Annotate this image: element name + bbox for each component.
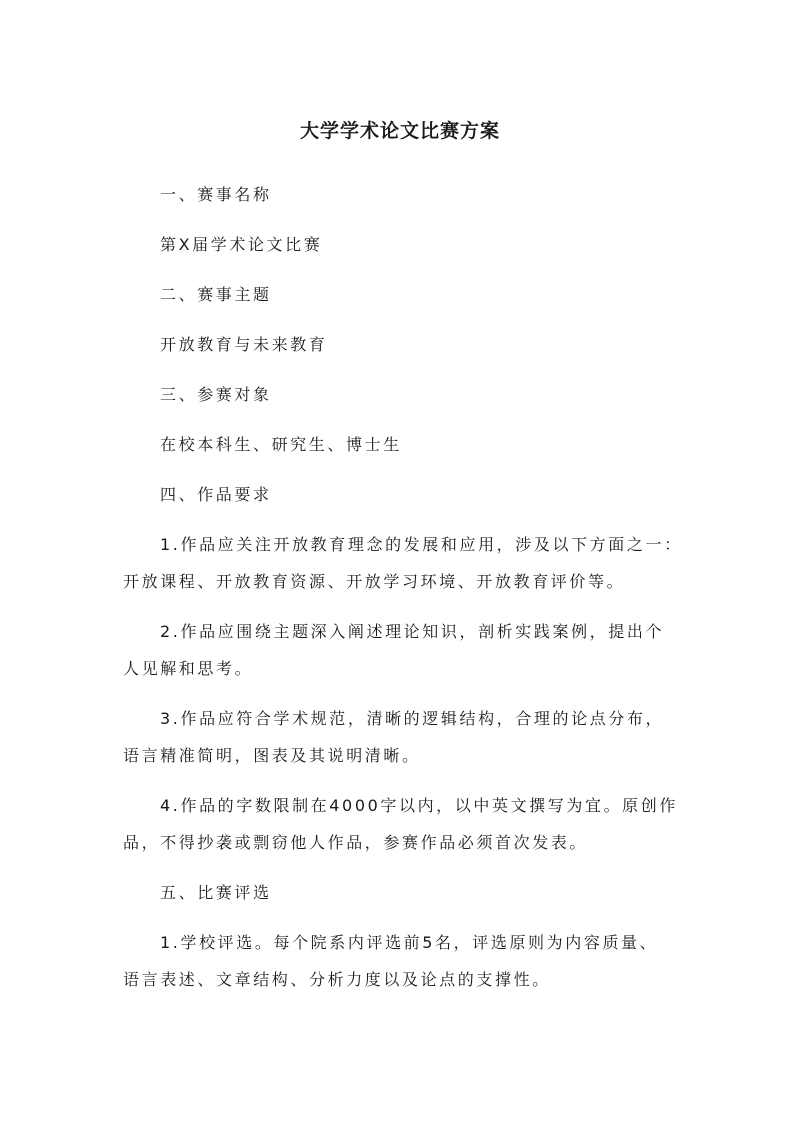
section-heading-event-name: 一、赛事名称: [160, 185, 272, 204]
requirement-item-3-line2: 语言精准简明，图表及其说明清晰。: [123, 746, 421, 765]
section-body-theme: 开放教育与未来教育: [160, 335, 328, 354]
section-body-event-name: 第X届学术论文比赛: [160, 235, 323, 254]
document-title: 大学学术论文比赛方案: [299, 120, 500, 142]
selection-item-1-line1: 1.学校评选。每个院系内评选前5名，评选原则为内容质量、: [160, 933, 659, 952]
requirement-item-3-line1: 3.作品应符合学术规范，清晰的逻辑结构，合理的论点分布，: [160, 709, 665, 728]
section-heading-theme: 二、赛事主题: [160, 285, 272, 304]
requirement-item-4-line1: 4.作品的字数限制在4000字以内，以中英文撰写为宜。原创作: [160, 796, 678, 815]
selection-item-1-line2: 语言表述、文章结构、分析力度以及论点的支撑性。: [123, 970, 551, 989]
requirement-item-2-line2: 人见解和思考。: [123, 659, 254, 678]
section-body-participants: 在校本科生、研究生、博士生: [160, 435, 402, 454]
requirement-item-1-line2: 开放课程、开放教育资源、开放学习环境、开放教育评价等。: [123, 572, 626, 591]
requirement-item-2-line1: 2.作品应围绕主题深入阐述理论知识，剖析实践案例，提出个: [160, 622, 665, 641]
section-heading-participants: 三、参赛对象: [160, 385, 272, 404]
requirement-item-1-line1: 1.作品应关注开放教育理念的发展和应用，涉及以下方面之一：: [160, 535, 683, 554]
section-heading-selection: 五、比赛评选: [160, 883, 272, 902]
section-heading-requirements: 四、作品要求: [160, 485, 272, 504]
requirement-item-4-line2: 品，不得抄袭或剽窃他人作品，参赛作品必须首次发表。: [123, 833, 589, 852]
